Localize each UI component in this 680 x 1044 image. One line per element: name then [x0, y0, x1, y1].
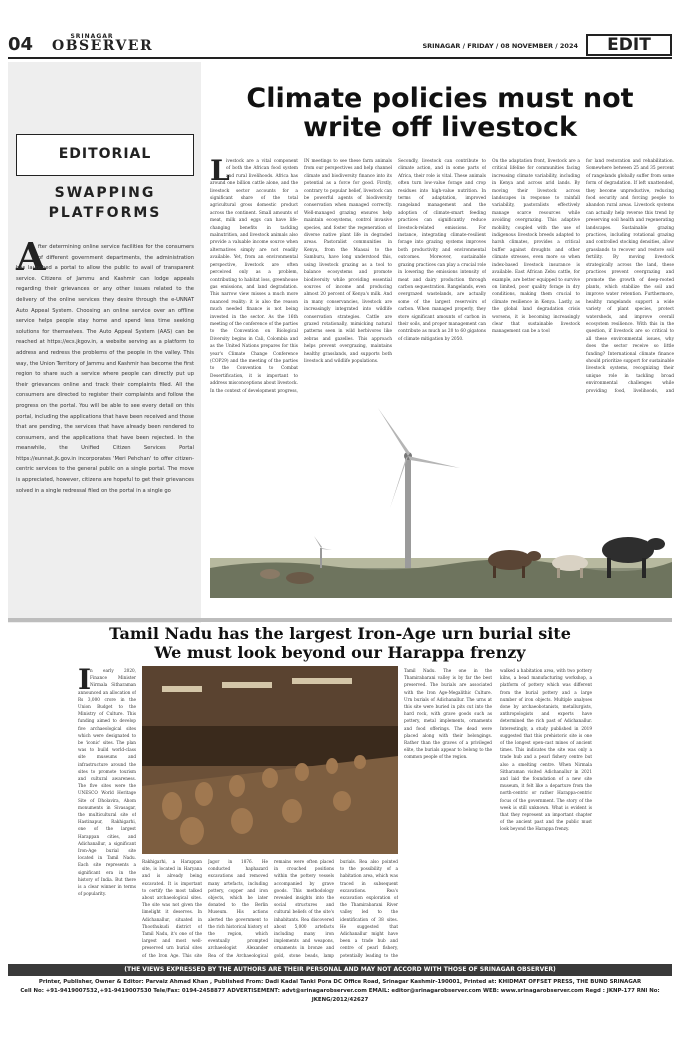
tamil-column-1: n early 2020, Finance Minister Nirmala Sitharaman announced an allocation of Rs 3,000 crore in the Union Budget to the Ministry of Culture. This funding aimed to develop five archaeological sites which were designated to be 'iconic' sites. The plan was to build world-class site museums and infrastructure around the sites to promote tourism and cultural awareness. The five sites were the UNESCO World Heritage Site of Dholavira, Ahom monuments in Sivasagar, the multicultural site of Hastinapur, Rakhigarhi, one of the largest Harappan cities, and Adichanallur, a significant Iron-Age burial site located in Tamil Nadu. Each site represents a significant era in the history of India. But there is a clear winner in terms of popularity.	[78, 668, 136, 897]
brand-city: SRINAGAR	[70, 33, 114, 40]
climate-column-5: for land restoration and rehabilitation. Somewhere between 25 and 35 percent of rangelands globally suffer from some form of degradation. If left unattended, they become unproductive, reducing food security and forcing people to abandon rural areas. Livestock systems can actually help reverse this trend by preserving soil health and regenerating landscapes. Sustainable grazing practices, including rotational grazing and controlled stocking densities, allow grasslands to recover and restore soil fertility. By moving livestock strategically across the land, these practices prevent overgrazing and promote the growth of deep-rooted plants, which stabilize the soil and improve water retention. Furthermore, healthy rangelands support a wide variety of plant species, protect watersheds, and improve overall ecosystem resilience. With this in the question, if livestock are so critical to all these environmental issues, why does the sector receive so little funding? International climate finance should prioritize support for sustainable livestock systems, recognizing their unique role in tackling broad environmental challenges while providing food, livelihoods, and	[586, 159, 674, 394]
tamil-column-5: burials. Rea also pointed to the possibility of a habitation area, which was traced in subsequent excavations. Rea's excavation exploration of the Thamirabarani River valley led to the identification of 38 sites. He suggested that Adichanallur might have been a trade hub and centre of pearl fishery, potentially leading to the	[340, 859, 398, 958]
tamil-drop-cap: I	[78, 663, 92, 696]
disclaimer-bar: (THE VIEWS EXPRESSED BY THE AUTHORS ARE THEIR PERSONAL AND MAY NOT ACCORD WITH THOSE OF SRINAGAR OBSERVER)	[8, 964, 672, 976]
tamil-column-6: Tamil Nadu. The one in the Thamirabarani valley is by far the best preserved. The burials are associated with the Iron Age-Megalithic Culture. Urn burials of Adichanallur. The urns at this site were buried in pits cut into the hard rock, with grave goods such as pottery, metal implements, ornaments and food offerings. The dead were placed along with their belongings. Rather than the graves of a privileged elite, the burials appear to belong to the common people of the region.	[404, 668, 492, 760]
climate-column-3: Secondly, livestock can contribute to climate action, and in some parts of Africa, their role is vital. These animals often turn low-value forage and crop residues into high-value nutrition. In terms of adaptation, improved rangeland management and the adoption of climate-smart feeding practices can significantly reduce livestock-related emissions. For instance, integrating climate-resilient forage into grazing systems improves both productivity and environmental outcomes. Moreover, sustainable grazing practices can play a crucial role in lowering the emissions intensity of meat and dairy production through carbon sequestration. Rangelands, even overgrazed wastelands, are actually some of the largest reservoirs of carbon. When managed properly, they store significant amounts of carbon in their soils, and proper management can contribute as much as 20 to 60 gigatons of climate mitigation by 2050.	[398, 159, 486, 342]
imprint-line-1: Printer, Publisher, Owner & Editor: Parvaiz Ahmad Khan , Published From: Dadi Kadal Tanki Pora DC Office Road, Srinagar Kashmir-190001, Printed at: KHIDMAT OFFSET PRESS, THE BUND SRINAGAR	[38, 979, 642, 985]
climate-headline: Climate policies must not write off livestock	[246, 83, 634, 143]
dateline: SRINAGAR / FRIDAY / 08 NOVEMBER / 2024	[422, 42, 578, 50]
wind-turbine-livestock-photo	[210, 398, 672, 598]
tamil-headline-line-2: We must look beyond our Harappa frenzy	[154, 643, 526, 662]
tamil-column-2: Rakhigarhi, a Harappan site, is located in Haryana and is already being excavated. It is important to certify the most talked about archaeological sites. The site was not given the limelight it deserves. In Adichanallur, situated in Thoothukudi district of Tamil Nadu, it's one of the largest and most well-preserved urn burial sites of the Iron Age. This site	[142, 859, 202, 958]
section-divider	[8, 618, 672, 622]
brand-name: OBSERVER	[52, 38, 154, 54]
tamil-column-7: walked a habitation area, with two pottery kilns, a bead manufacturing workshop, a platform of pottery which was different from the burial pottery and a large number of iron objects. Multiple analyses done by archaeobotanists, metallurgists, anthropologists and experts have determined the rich past of Adichanallur. Interestingly, a study published in 2019 suggested that this prehistoric site is one of the longest open-cast mines of ancient times. This indicates the site was only a trade hub and a pearl fishery centre but also a smelting centre. When Nirmala Sitharaman visited Adichanallur in 2021 and laid the foundation of a new site museum, it felt like a departure from the north-centric or rather Harappa-centric focus of the government. The story of the week is still unknown. What is evident is that they represent an important chapter of the ancient past and the public must look beyond the Harappa frenzy.	[500, 668, 592, 832]
tamil-column-3: Jagor in 1876. He conducted haphazard excavations and removed many artefacts, including pottery, copper and iron objects, which he later donated to the Berlin Museum. His actions alerted the government to the rich historical history of the region, which eventually prompted archaeologist Alexander Rea of the Archaeological	[208, 859, 268, 958]
editorial-drop-cap: A	[16, 234, 46, 279]
tamil-column-4: remains were often placed in crouched positions within the pottery vessels accompanied by grave goods. This methodology revealed insights into the social structures and cultural beliefs of the site's inhabitants. Rea discovered about 5,000 artefacts including many iron implements and weapons, ornaments in bronze and gold, stone beads, lamp	[274, 859, 334, 958]
header-rule	[8, 57, 672, 59]
editorial-title: SWAPPING PLATFORMS	[48, 185, 162, 221]
page-number: 04	[8, 34, 34, 55]
climate-column-1: ivestock are a vital component of both the African food system and rural livelihoods. Africa has around one billion cattle alone, and the livestock sector accounts for a significant share of the total agricultural gross domestic product across the continent. Small amounts of meat, milk and eggs can have life-changing benefits in tackling malnutrition, and livestock animals also provide a valuable income source when alternatives simply are not readily available. Yet, from an environmental perspective, livestock are often perceived only as a problem, contributing to habitat loss, greenhouse gas emissions, and land degradation. This narrow view misses a much more nuanced reality: it is also the reason much needed finance is not being invested in the sector. As the 16th meeting of the conference of the parties to the Convention on Biological Diversity begins in Cali, Colombia and as the United Nations prepares for this year's Climate Change Conference (COP29) and the meeting of the parties to the Convention to Combat Desertification, it is important to address misconceptions about livestock. In the context of development progress,	[210, 159, 298, 394]
masthead-logo[interactable]	[52, 33, 154, 54]
editorial-body: fter determining online service facilities for the consumers of different government departments, the administration has launched a portal to allow the public to avail of transparent service. Citizens of Jammu and Kashmir can lodge appeals regarding their grievances or any other issues related to the delivery of the online services they desire through the e-UNNAT Auto Appeal System. Choosing an online service over an offline service helps people stay home and spend less time seeking solutions for themselves. The Auto Appeal System (AAS) can be reached at https://ecs.jkgov.in, a website serving as a platform to address and redress the problems of the people in the valley. This way, the Union Territory of Jammu and Kashmir has become the first region to share such a service where people can directly put up their grievances online and track their complaints filed. All the consumers are directed to register their complaints and follow the progress on the portal. You will be able to see every detail on this portal, including the applications that have been received and those that are pending, the services that have already been rendered to consumers, and the applications that have been rejected. In the meanwhile, the Unified Citizen Services Portal https://eunnat.jk.gov.in incorporates 'Meri Pehchan' to offer citizen-centric services to the general public on a single portal. The move is appreciated, however, citizens are hopeful to get their grievances solved in a single redressal filed on the portal in a single go	[16, 244, 194, 494]
imprint-line-2: Cell No: +91-9419007532,+91-9419007530 Tele/Fax: 0194-2458877 ADVERTISEMENT: advt@srinagarobserver.com EMAIL: editor@srinagarobserver.com WEB: www.srinagarobserver.com Regd : JKNP-177 RNI No: JKENG/2012/42627	[20, 988, 660, 1003]
editorial-label: EDITORIAL	[16, 134, 194, 176]
tamil-headline	[60, 624, 620, 662]
burial-urns-museum-photo	[142, 666, 398, 854]
tamil-headline-line-1: Tamil Nadu has the largest Iron-Age urn burial site	[109, 624, 571, 643]
climate-column-4: On the adaptation front, livestock are a critical lifeline for communities facing increasing climate variability, including in Kenya and across arid lands. By moving their livestock across landscapes in response to rainfall variability, pastoralists effectively manage scarce resources while avoiding overgrazing. This adaptive mobility, coupled with the use of indigenous livestock breeds adapted to harsh climates, provides a critical buffer against droughts and other climate stresses, even more so when index-based livestock insurance is available. East African Zebu cattle, for example, are better equipped to survive on limited, poor quality forage in dry conditions, making them crucial to climate resilience in Kenya. Lastly, as the global land degradation crisis worsens, it is becoming increasingly clear that sustainable livestock management can be a tool	[492, 159, 580, 335]
imprint	[8, 978, 672, 1005]
climate-column-2: IN meetings to see these farm animals from our perspectives and help channel climate and biodiversity finance into its potential as a force for good. Firstly, contrary to popular belief, livestock can be powerful agents of biodiversity conservation when managed correctly. Well-managed grazing ensures help maintain ecosystems, control invasive species, and foster the regeneration of diverse native plant life in degraded areas. Pastoralist communities in Kenya, from the Maasai to the Samburu, have long understood this, using livestock grazing as a tool to balance ecosystems and promote biodiversity while providing essential sources of income and producing almost 20 percent of Kenya's milk. And in many conservancies, livestock are increasingly integrated into wildlife conservation strategies. Cattle are grazed rotationally, mimicking natural patterns seen in wild herbivores like zebras and gazelles. This approach helps prevent overgrazing, maintains healthy grasslands, and supports both livestock and wildlife populations.	[304, 159, 392, 364]
section-label: EDIT	[586, 34, 672, 56]
climate-drop-cap: L	[210, 154, 230, 187]
